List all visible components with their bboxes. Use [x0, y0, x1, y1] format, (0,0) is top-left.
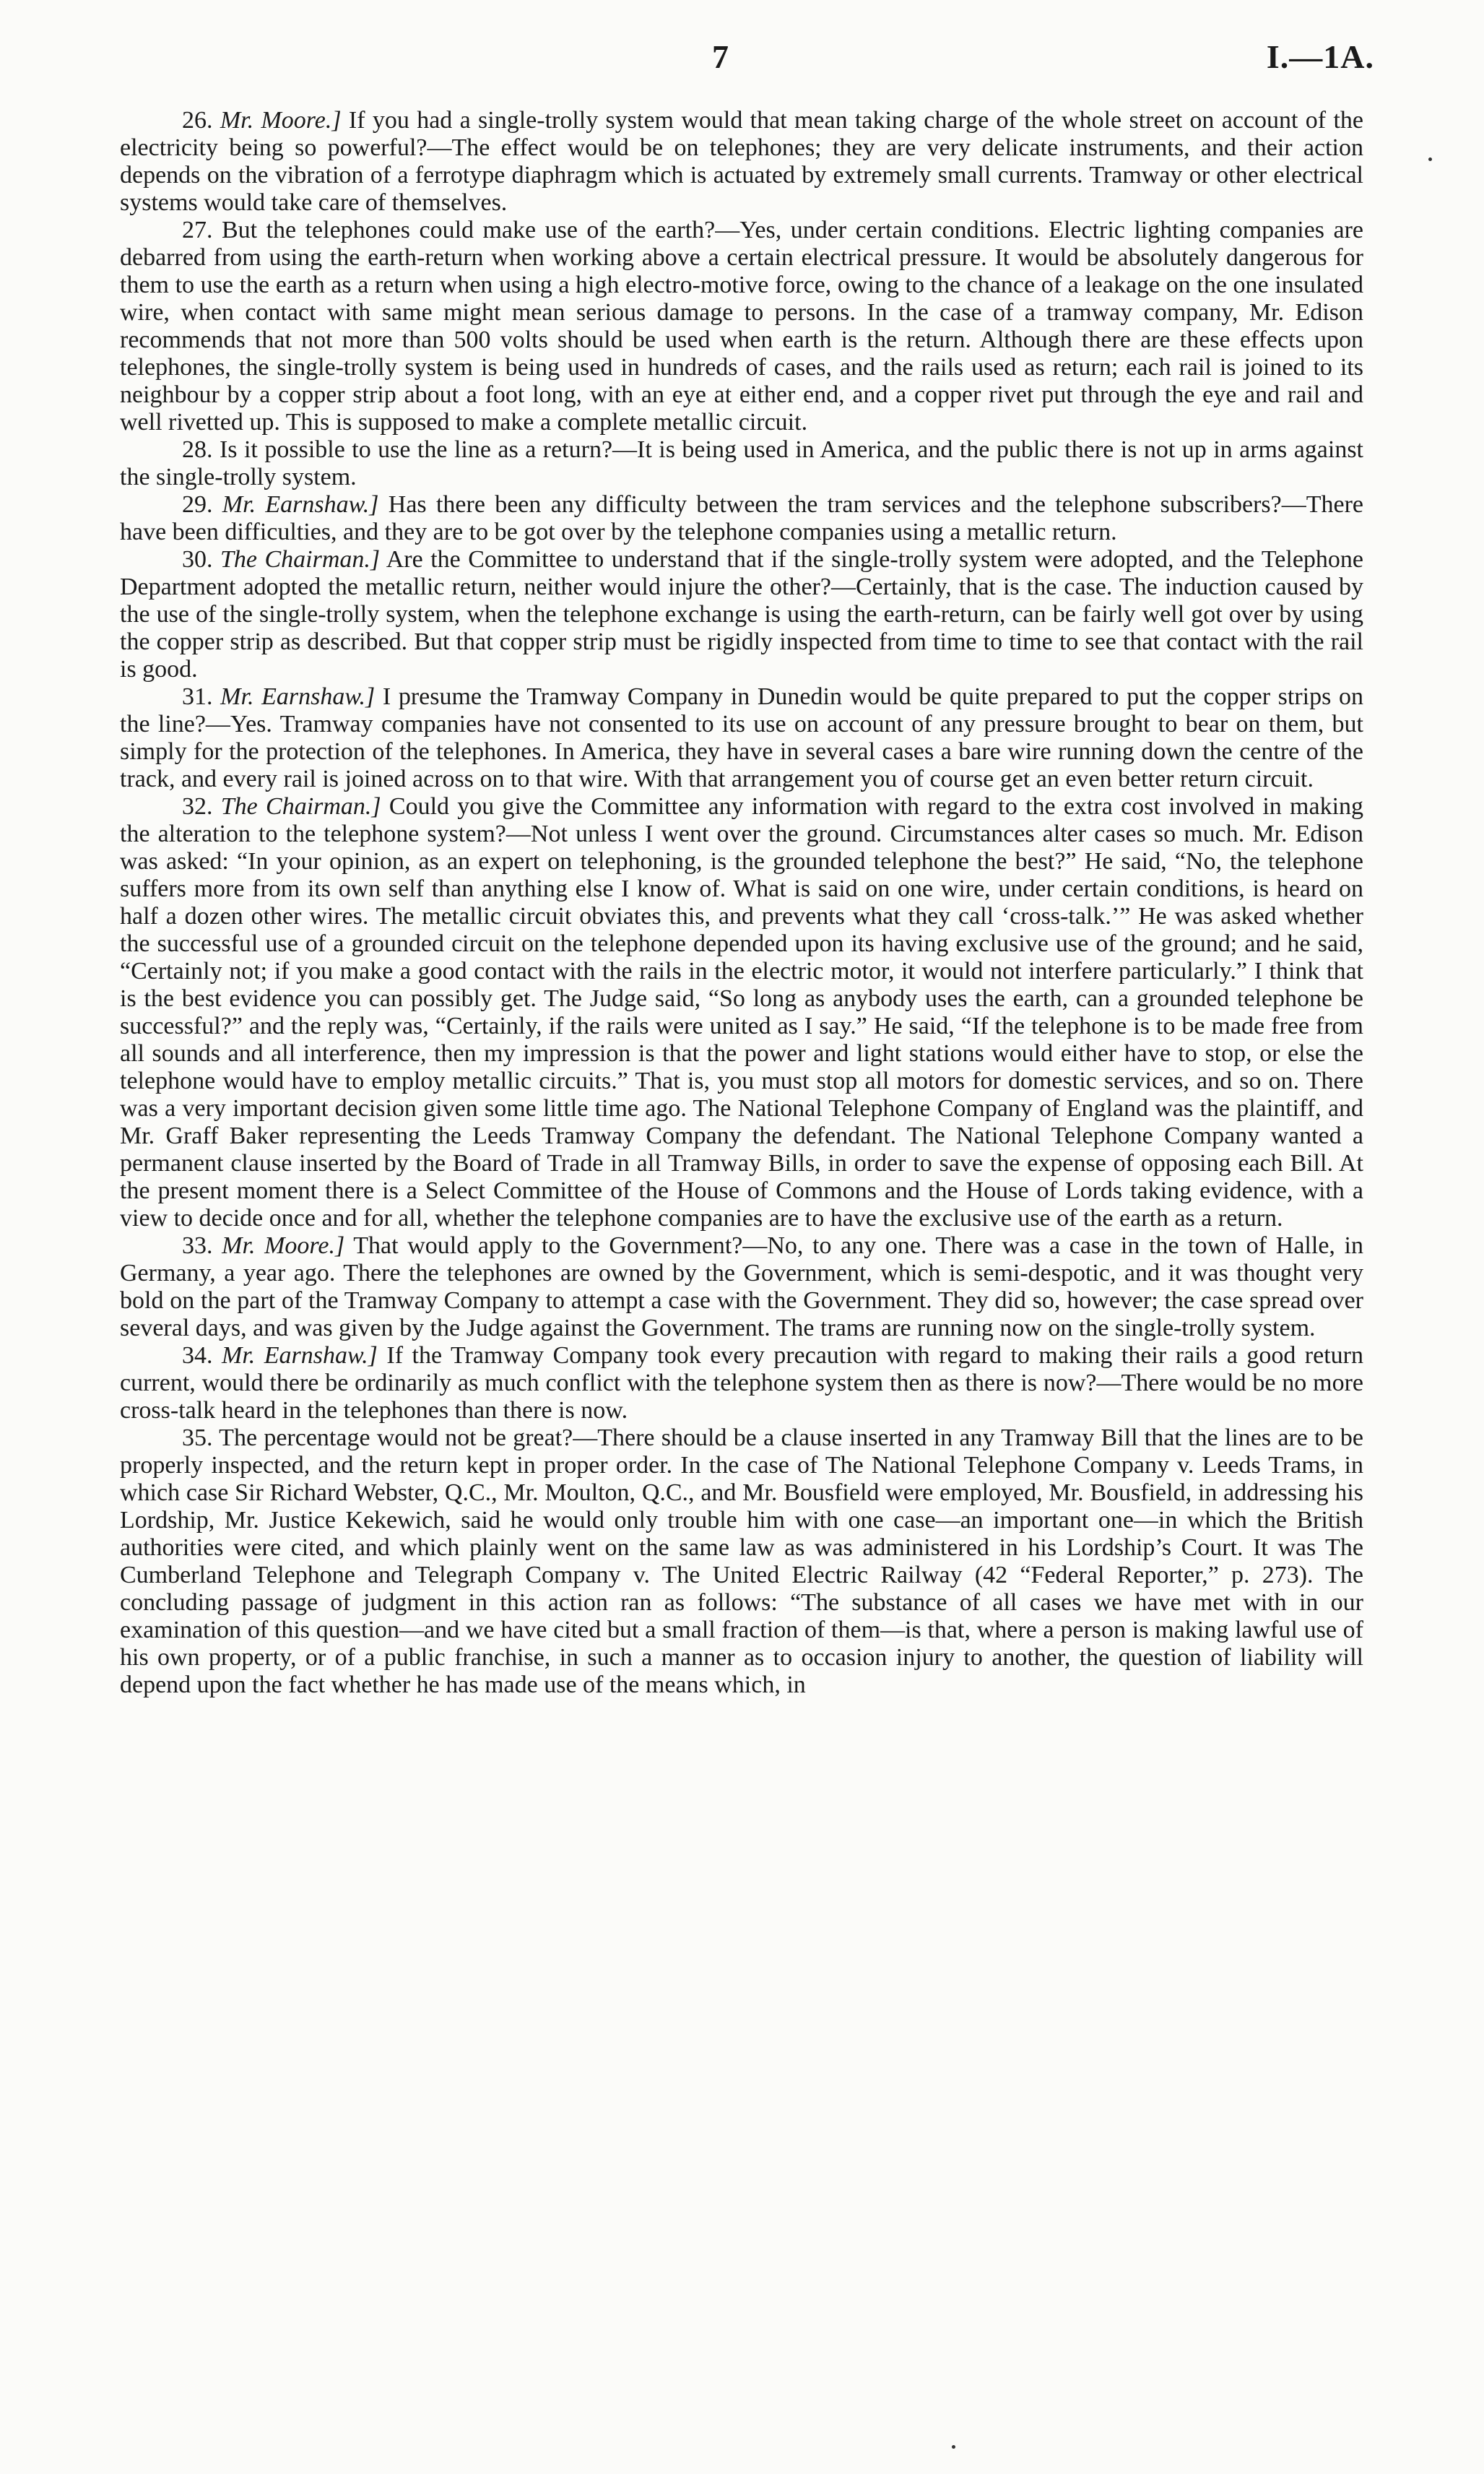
- paragraph-text: That would apply to the Government?—No, to any one. There was a case in the town of Halle, in Germany, a year ago. There the telephones are owned by the Government, which is semi-despotic, and it was thought very bold on the part of the Tramway Company to attempt a case with the Government. They did so, however; the case spread over several days, and was given by the Judge against the Government. The trams are running now on the single-trolly system.: [120, 1232, 1364, 1341]
- speaker-label: Mr. Earnshaw.]: [220, 683, 376, 710]
- speaker-label: Mr. Moore.]: [222, 1232, 345, 1259]
- question-number: 29.: [182, 491, 213, 518]
- scan-speck: [1428, 157, 1432, 161]
- paragraph-29: [120, 491, 1363, 546]
- document-reference: I.—1A.: [1266, 38, 1374, 75]
- question-number: 32.: [182, 793, 213, 820]
- paragraph-text: Is it possible to use the line as a return?—It is being used in America, and the public there is not up in arms against the single-trolly system.: [120, 436, 1364, 490]
- page-number: 7: [712, 38, 729, 75]
- question-number: 31.: [182, 683, 213, 710]
- question-number: 33.: [182, 1232, 213, 1259]
- question-number: 27.: [182, 217, 213, 243]
- paragraph-text: If the Tramway Company took every precaution with regard to making their rails a good return current, would there be ordinarily as much conflict with the telephone system then as there is now?—There would be no more cross-talk heard in the telephones than there is now.: [120, 1342, 1363, 1424]
- scan-speck: [952, 2445, 955, 2449]
- question-number: 26.: [182, 107, 213, 134]
- paragraph-32: [120, 793, 1363, 1232]
- paragraph-text: Has there been any difficulty between the tram services and the telephone subscribers?—There have been difficulties, and they are to be got over by the telephone companies using a metallic return.: [120, 491, 1364, 545]
- paragraph-31: [120, 683, 1363, 793]
- speaker-label: Mr. Moore.]: [220, 107, 342, 134]
- speaker-label: The Chairman.]: [220, 793, 381, 820]
- paragraph-text: The percentage would not be great?—There should be a clause inserted in any Tramway Bill that the lines are to be properly inspected, and the return kept in proper order. In the case of The National Telephone Company v. Leeds Trams, in which case Sir Richard Webster, Q.C., Mr. Moulton, Q.C., and Mr. Bousfield were employed, Mr. Bousfield, in addressing his Lordship, Mr. Justice Kekewich, said he would only trouble him with one case—an important one—in which the British authorities were cited, and which plainly went on the same law as was administered in his Lordship’s Court. It was The Cumberland Telephone and Telegraph Company v. The United Electric Railway (42 “Federal Reporter,” p. 273). The concluding passage of judgment in this action ran as follows: “The substance of all cases we have met with in our examination of this question—and we have cited but a small fraction of them—is that, where a person is making lawful use of his own property, or of a public franchise, in such a manner as to occasion injury to another, the question of liability will depend upon the fact whether he has made use of the means which, in: [120, 1424, 1363, 1698]
- question-number: 35.: [182, 1424, 213, 1451]
- paragraph-34: [120, 1342, 1363, 1424]
- speaker-label: Mr. Earnshaw.]: [222, 1342, 378, 1369]
- paragraph-text: I presume the Tramway Company in Dunedin would be quite prepared to put the copper strips on the line?—Yes. Tramway companies have not consented to its use on account of any pressure brought to bear on them, but simply for the protection of the telephones. In America, they have in several cases a bare wire running down the centre of the track, and every rail is joined across on to that wire. With that arrangement you of course get an even better return circuit.: [120, 683, 1364, 792]
- paragraph-30: [120, 546, 1363, 683]
- page-header: [0, 38, 1484, 88]
- question-number: 30.: [182, 546, 213, 573]
- paragraph-text: Could you give the Committee any information with regard to the extra cost involved in making the alteration to the telephone system?—Not unless I went over the ground. Circumstances alter cases so much. Mr. Edison was asked: “In your opinion, as an expert on telephoning, is the grounded telephone the best?” He said, “No, the telephone suffers more from its own self than anything else I know of. What is said on one wire, under certain conditions, is heard on half a dozen other wires. The metallic circuit obviates this, and prevents what they call ‘cross-talk.’” He was asked whether the successful use of a grounded circuit on the telephone depended upon its having exclusive use of the ground; and he said, “Certainly not; if you make a good contact with the rails in the electric motor, it would not interfere particularly.” I think that is the best evidence you can possibly get. The Judge said, “So long as anybody uses the earth, can a grounded telephone be successful?” and the reply was, “Certainly, if the rails were united as I say.” He said, “If the telephone is to be made free from all sounds and all interference, then my impression is that the power and light stations would either have to stop, or else the telephone would have to employ metallic circuits.” That is, you must stop all motors for domestic services, and so on. There was a very important decision given some little time ago. The National Telephone Company of England was the plaintiff, and Mr. Graff Baker representing the Leeds Tramway Company the defendant. The National Telephone Company wanted a permanent clause inserted by the Board of Trade in all Tramway Bills, in order to save the expense of opposing each Bill. At the present moment there is a Select Committee of the House of Commons and the House of Lords taking evidence, with a view to decide once and for all, whether the telephone companies are to have the exclusive use of the earth as a return.: [120, 793, 1364, 1232]
- paragraph-text: If you had a single-trolly system would that mean taking charge of the whole street on account of the electricity being so powerful?—The effect would be on telephones; they are very delicate instruments, and their action depends on the vibration of a ferrotype diaphragm which is actuated by extremely small currents. Tramway or other electrical systems would take care of themselves.: [120, 107, 1363, 216]
- speaker-label: The Chairman.]: [220, 546, 381, 573]
- paragraph-33: [120, 1232, 1363, 1342]
- paragraph-27: [120, 217, 1363, 436]
- question-number: 34.: [182, 1342, 213, 1369]
- paragraph-28: [120, 436, 1363, 491]
- paragraph-35: [120, 1424, 1363, 1699]
- question-number: 28.: [182, 436, 213, 463]
- paragraph-26: [120, 107, 1363, 217]
- speaker-label: Mr. Earnshaw.]: [222, 491, 379, 518]
- paragraph-text: But the telephones could make use of the earth?—Yes, under certain conditions. Electric lighting companies are debarred from using the earth-return when working above a certain electrical pressure. It would be absolutely dangerous for them to use the earth as a return when using a high electro-motive force, owing to the chance of a leakage on the one insulated wire, when contact with same might mean serious damage to persons. In the case of a tramway company, Mr. Edison recommends that not more than 500 volts should be used when earth is the return. Although there are these effects upon telephones, the single-trolly system is being used in hundreds of cases, and the rails used as return; each rail is joined to its neighbour by a copper strip about a foot long, with an eye at either end, and a copper rivet put through the eye and rail and well rivetted up. This is supposed to make a complete metallic circuit.: [120, 217, 1363, 436]
- minutes-of-evidence: [120, 107, 1363, 1699]
- paragraph-text: Are the Committee to understand that if the single-trolly system were adopted, and the Telephone Department adopted the metallic return, neither would injure the other?—Certainly, that is the case. The induction caused by the use of the single-trolly system, when the telephone exchange is using the earth-return, can be fairly well got over by using the copper strip as described. But that copper strip must be rigidly inspected from time to time to see that contact with the rail is good.: [120, 546, 1364, 683]
